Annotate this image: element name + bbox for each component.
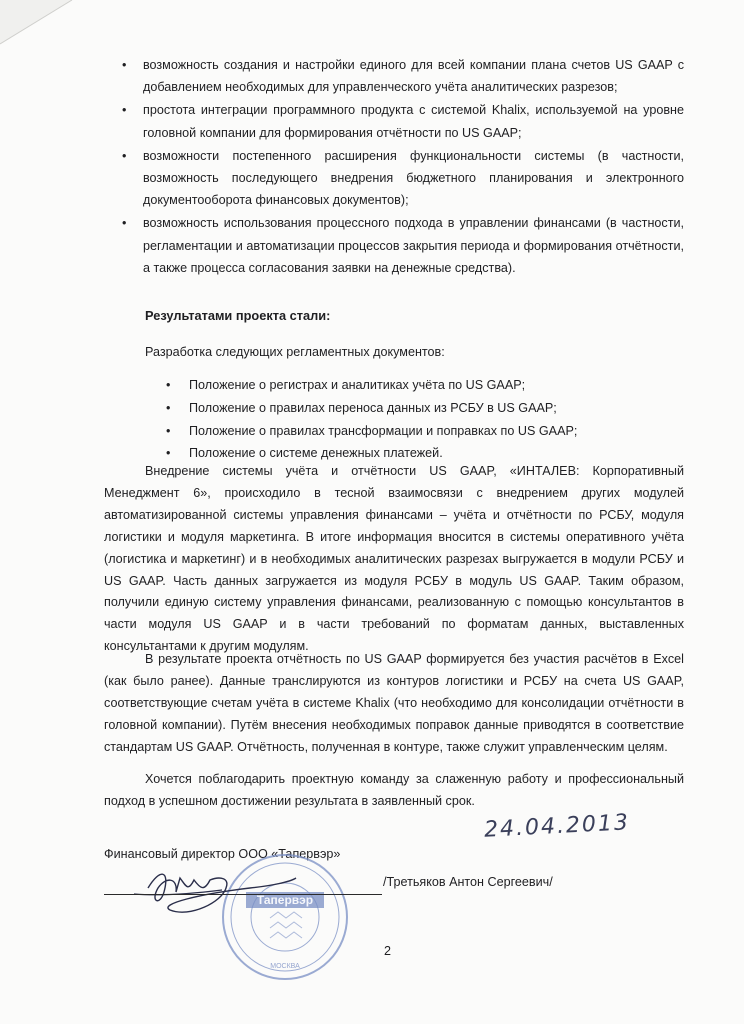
bullet-icon: • bbox=[122, 216, 127, 231]
page-corner-fold bbox=[0, 0, 80, 50]
list-item-text: возможность использования процессного подхода в управлении финансами (в частности, регламентации и автоматизации процессов закрытия периода и формирования отчётности, а также процесса согласования заявки на денежные средства). bbox=[143, 216, 684, 275]
bullet-icon: • bbox=[122, 58, 127, 72]
outcome-paragraph: В результате проекта отчётность по US GAAP формируется без участия расчётов в Excel (как было ранее). Данные транслируются из контуров логистики и РСБУ на счета US GAAP, соответствующие счетам учёта в системе Khalix (что необходимо для консолидации отчётности в головной компании). Путём внесения необходимых поправок данные приводятся в соответствие стандартам US GAAP. Отчётность, полученная в контуре, также служит управленческим целям. bbox=[104, 652, 684, 754]
bullet-icon: • bbox=[166, 423, 171, 438]
list-item bbox=[166, 420, 666, 443]
list-item bbox=[122, 212, 684, 279]
list-item-text: Положение о правилах трансформации и поправках по US GAAP; bbox=[189, 423, 578, 438]
page-number: 2 bbox=[384, 944, 392, 958]
results-intro: Разработка следующих регламентных документов: bbox=[145, 345, 445, 359]
results-heading: Результатами проекта стали: bbox=[145, 308, 331, 323]
list-item-text: Положение о правилах переноса данных из РСБУ в US GAAP; bbox=[189, 400, 557, 415]
list-item-text: Положение о регистрах и аналитиках учёта по US GAAP; bbox=[189, 378, 526, 392]
stamp-company-name: Тапервэр bbox=[256, 893, 314, 907]
handwritten-signature bbox=[130, 858, 300, 928]
signatory-name: /Третьяков Антон Сергеевич/ bbox=[383, 875, 553, 889]
signatory-position: Финансовый директор ООО «Тапервэр» bbox=[104, 847, 341, 861]
bullet-icon: • bbox=[166, 400, 171, 415]
list-item bbox=[166, 374, 666, 397]
signature-line bbox=[104, 894, 382, 895]
stamp-city: МОСКВА bbox=[270, 963, 300, 970]
bullet-icon: • bbox=[166, 446, 171, 461]
bullet-icon: • bbox=[122, 103, 127, 118]
handwritten-date: 24.04.2013 bbox=[483, 810, 631, 843]
bullet-icon: • bbox=[166, 378, 171, 392]
list-item-text: возможности постепенного расширения функциональности системы (в частности, возможность последующего внедрения бюджетного планирования и электронного документооборота финансовых документов); bbox=[143, 148, 684, 208]
documents-list bbox=[166, 374, 666, 465]
list-item-text: простота интеграции программного продукта с системой Khalix, используемой на уровне головной компании для формирования отчётности по US GAAP; bbox=[143, 103, 684, 140]
list-item-text: Положение о системе денежных платежей. bbox=[189, 446, 443, 461]
list-item-text: возможность создания и настройки единого для всей компании плана счетов US GAAP с добавлением необходимых для управленческого учёта аналитических разрезов; bbox=[143, 58, 684, 95]
thanks-paragraph: Хочется поблагодарить проектную команду за слаженную работу и профессиональный подход в успешном достижении результата в заявленный срок. bbox=[104, 772, 684, 808]
list-item bbox=[122, 145, 684, 212]
list-item bbox=[122, 54, 684, 98]
benefits-list bbox=[122, 54, 684, 280]
list-item bbox=[122, 99, 684, 143]
implementation-paragraph: Внедрение системы учёта и отчётности US GAAP, «ИНТАЛЕВ: Корпоративный Менеджмент 6», происходило в тесной взаимосвязи с внедрением других модулей автоматизированной системы управления финансами – учёта и отчётности по РСБУ, модуля логистики и модуля маркетинга. В итоге информация вносится в системы оперативного учёта (логистика и маркетинг) и в необходимых аналитических разрезах выгружается в модули РСБУ и US GAAP. Часть данных загружается из модуля РСБУ в модуль US GAAP. Таким образом, получили единую систему управления финансами, реализованную с помощью консультантов в части модуля US GAAP и в части требований по форматам данных, выставленных консультантами к другим модулям. bbox=[104, 464, 684, 654]
bullet-icon: • bbox=[122, 148, 127, 163]
list-item bbox=[166, 397, 666, 420]
